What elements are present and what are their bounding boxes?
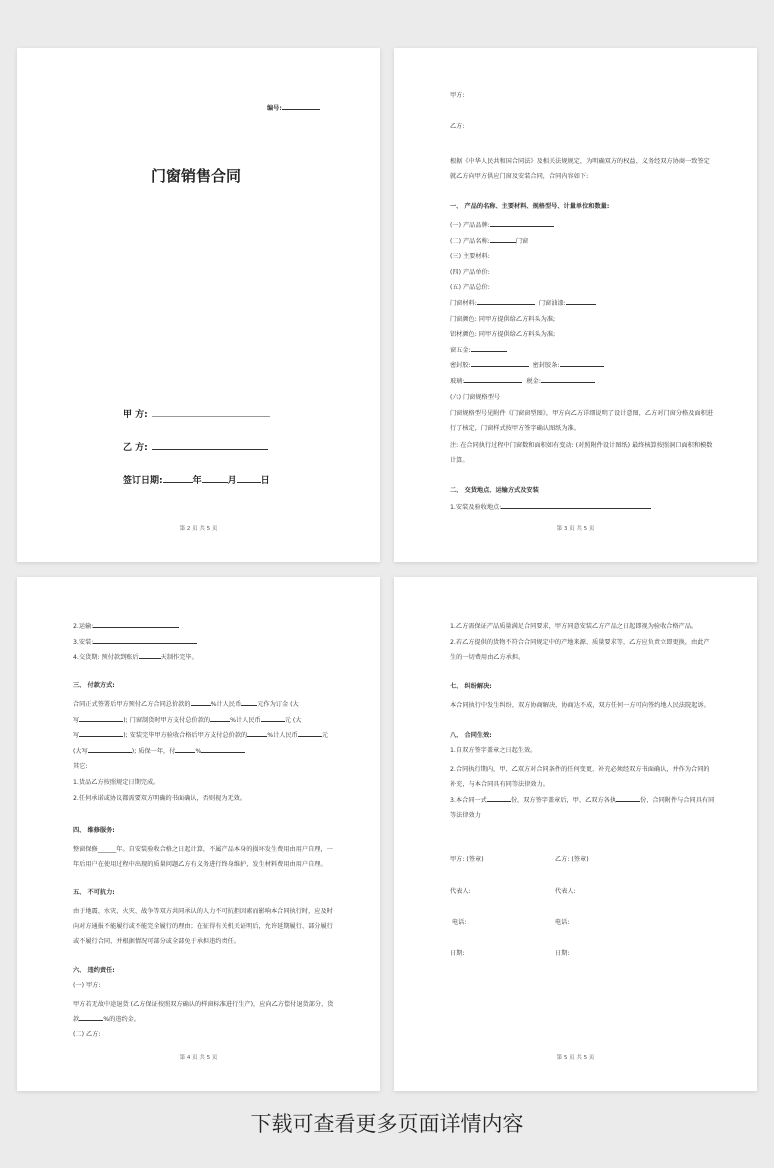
delivery-time: 4.交货期: 预付款到账后 天制作完毕。: [73, 654, 198, 662]
product-list: [450, 218, 604, 405]
party-b-label: 乙方:: [450, 123, 465, 130]
page-signatures: [394, 577, 757, 1091]
delivery-location: 1.安装及验收地点:: [450, 503, 651, 512]
page-footer: 第 4 页 共 5 页: [179, 1055, 218, 1061]
liability-party-a-text: 甲方若无故中途退货 (乙方保证按照双方确认的样窗标准进行生产)，应向乙方偿付退货部分、货款 %的违约金。: [73, 1001, 334, 1023]
page-cover: [17, 48, 380, 562]
contract-title: 门窗销售合同: [151, 167, 242, 185]
force-majeure-paragraph: 由于地震、水灾、火灾、战争等双方共同承认的人力不可抗拒因素而影响本合同执行时，应及时向对方通报不能履行或不能完全履行的理由；在征得有关机关证明后，允许延期履行、部分履行或不履行合同，并根据情况可部分或全部免于承担违约责任。: [73, 908, 333, 945]
sign-date-field: 签订日期: 年 月 日: [123, 476, 270, 486]
quality-clause: 1.乙方需保证产品质量满足合同要求，甲方同意安装乙方产品之日起即视为验收合格产品。: [450, 623, 698, 630]
section-3-heading: 三、 付款方式:: [73, 682, 115, 689]
page-footer: 第 3 页 共 5 页: [556, 526, 595, 532]
section-1-heading: 一、 产品的名称、主要材料、规格型号、计量单位和数量:: [450, 203, 610, 210]
product-unit-price: (四) 产品单价:: [450, 268, 490, 276]
page-footer: 第 2 页 共 5 页: [179, 526, 218, 532]
party-b-field: 乙 方:: [123, 440, 268, 453]
rep-party-b: 代表人:: [555, 888, 576, 895]
sign-party-b: 乙方: (签章): [555, 856, 589, 863]
page-products: [394, 48, 757, 562]
date-party-a: 日期:: [450, 950, 465, 957]
delivery-items: [73, 619, 198, 666]
maintenance-paragraph: 整窗保修______年。自安装验收合格之日起计算，不属产品本身的损坏发生费用由用户自理，一年后用户在使用过程中出现的质量问题乙方有义务进行终身维护，发生材料费用由用户自理。: [73, 846, 333, 868]
sealant: 密封胶: 密封胶条:: [450, 358, 604, 374]
section-5-heading: 五、 不可抗力:: [73, 889, 115, 896]
section-4-heading: 四、 维修服务:: [73, 827, 115, 834]
section-8-heading: 八、 合同生效:: [450, 732, 492, 739]
section-7-heading: 七、 纠纷解决:: [450, 683, 492, 690]
product-brand: (一) 产品品牌:: [450, 218, 604, 234]
download-caption: 下载可查看更多页面详情内容: [250, 1112, 524, 1136]
glass: 玻璃: 税金:: [450, 374, 604, 390]
section-2-heading: 二、 交货地点、运输方式及安装: [450, 487, 539, 494]
install: 3.安装:: [73, 635, 198, 651]
window-color: 门窗颜色: 同甲方提供给乙方料头为准;: [450, 315, 556, 323]
window-material: 门窗材料: 门窗油漆:: [450, 296, 604, 312]
effective-2: 2.合同执行期内，甲、乙双方对合同条件的任何变更、补充必须经双方书面确认，并作为合同的补充，与本合同具有同等法律效力。: [450, 766, 710, 788]
number-label: 编号:: [267, 105, 282, 112]
phone-party-b: 电话:: [555, 919, 570, 926]
effective-3: 3.本合同一式 份，双方签字盖章后，甲、乙双方各执 份，合同附件与合同具有同等法律效力: [450, 797, 715, 819]
page-payment: [17, 577, 380, 1091]
section-6-heading: 六、 违约责任:: [73, 967, 115, 974]
rep-party-a: 代表人:: [450, 888, 471, 895]
intro-paragraph: 根据《中华人民共和国合同法》及相关法规规定，为明确双方的权益、义务经双方协商一致签定就乙方向甲方供应门窗及安装合同，合同内容如下:: [450, 158, 710, 180]
liability-party-a: (一) 甲方:: [73, 982, 101, 989]
party-a-field: 甲 方:: [123, 407, 270, 420]
hardware: 窗五金:: [450, 343, 604, 359]
contract-number: [267, 104, 320, 113]
replacement-clause: 2.若乙方提供的货物不符合合同规定中的产地来源、质量要求等，乙方应负责立即更换，由此产生的一切费用由乙方承担。: [450, 639, 710, 661]
dispute-paragraph: 本合同执行中发生纠纷，双方协商解决，协商达不成，双方任何一方可向签约地人民法院起诉。: [450, 702, 710, 709]
aluminum-color: 铝材颜色: 同甲方提供给乙方料头为准;: [450, 331, 556, 339]
spec-model: (六) 门窗规格型号: [450, 393, 501, 401]
effective-1: 1.自双方签字盖章之日起生效。: [450, 747, 537, 754]
page-footer: 第 5 页 共 5 页: [556, 1055, 595, 1061]
phone-party-a: 电话:: [452, 919, 467, 926]
liability-party-b: (二) 乙方:: [73, 1031, 101, 1038]
date-party-b: 日期:: [555, 950, 570, 957]
payment-terms: 合同正式签署后甲方预付乙方合同总价款的 %计人民币 元作为订金 (大 写 ); 门窗制货时甲方支付总价款的 %计人民币 元 (大 写 ); 安装完毕甲方验收合格后甲方支付总价款的 %计人民币 元 (大写 ); 质保一年，付 % 其它: 1.货品乙方按照规定日期完成。 2.任何承诺或协议都需要双方明确的书面确认，否则视为无效。: [73, 701, 329, 802]
sign-party-a: 甲方: (签章): [450, 856, 484, 863]
party-a-label: 甲方:: [450, 92, 465, 99]
product-material: (三) 主要材料:: [450, 253, 490, 261]
transport: 2.运输:: [73, 619, 198, 635]
product-total-price: (五) 产品总价:: [450, 284, 490, 292]
product-name: (二) 产品名称: 门窗: [450, 237, 529, 245]
spec-paragraph: 门窗规格型号见附件《门窗窗型图》，甲方向乙方详细说明了设计意图，乙方对门窗分格及面积进行了核定，门窗样式按甲方签字确认图纸为准。: [450, 410, 713, 432]
note-paragraph: 注: 在合同执行过程中门窗数和面积如有变动: (对照附件设计图纸) 最终核算按照洞口面积和模数计算。: [450, 442, 713, 464]
